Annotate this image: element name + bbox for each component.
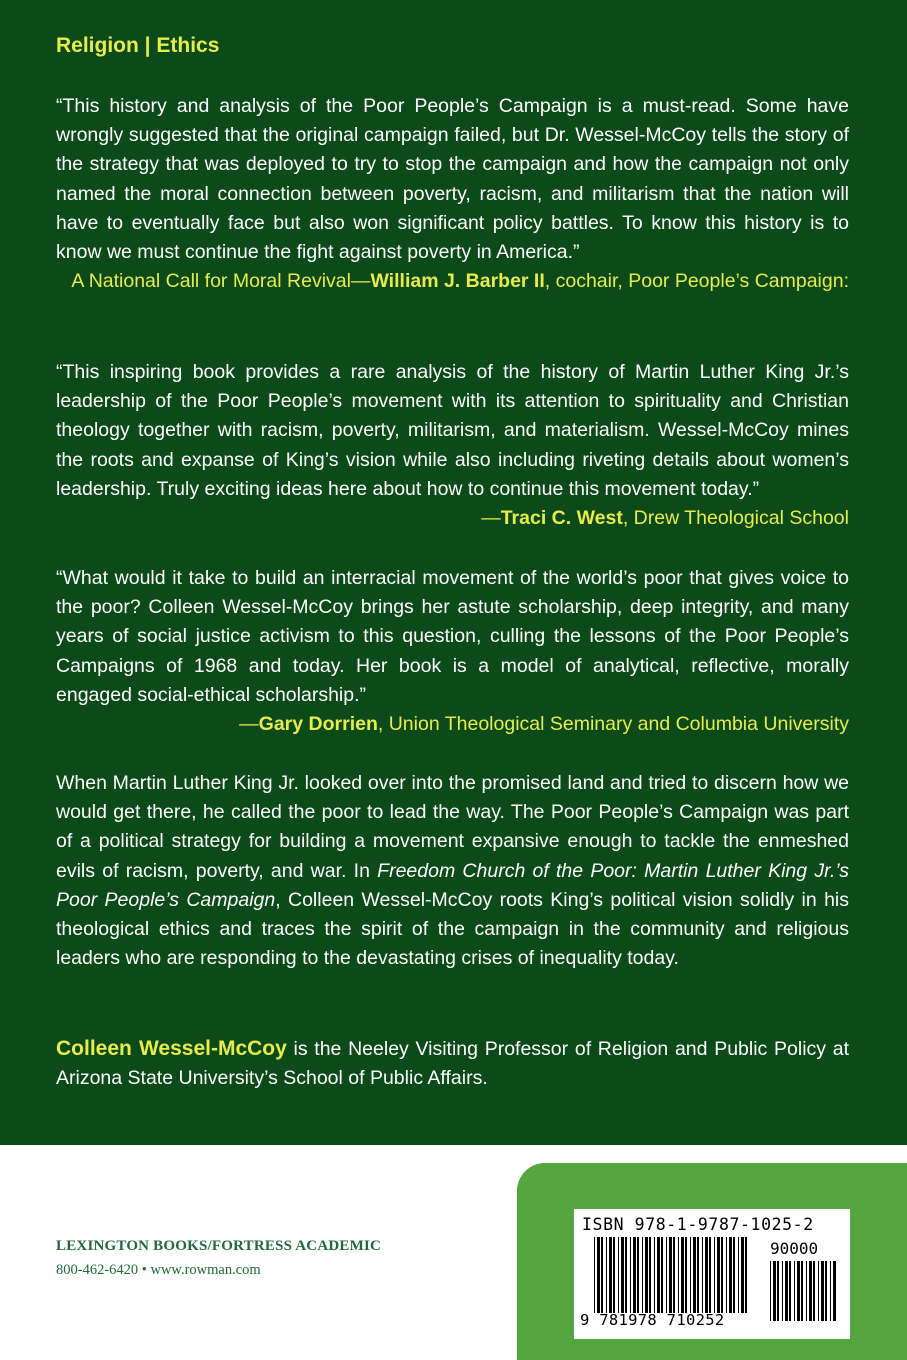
barcode-bar: [702, 1237, 703, 1313]
endorsement-quote-2: [56, 358, 849, 533]
quote-affiliation: , Drew Theological School: [622, 507, 849, 530]
quote-attribution: —William J. Barber II, cochair, Poor People’s Campaign:: [350, 270, 849, 293]
barcode-bar: [681, 1237, 684, 1313]
book-description: When Martin Luther King Jr. looked over into the promised land and tried to discern how we would get there, he called the poor to lead the way. The Poor People’s Campaign was part of a political strategy for building a movement expansive enough to tackle the enmeshed evils of racism, poverty, and war. In Freedom Church of the Poor: Martin Luther King Jr.’s Poor People’s Campaign, Colleen Wessel-McCoy roots King’s political vision solidly in his theological ethics and traces the spirit of the campaign in the community and religious leaders who are responding to the devastating crises of inequality today.: [56, 772, 850, 970]
barcode-bar: [657, 1237, 660, 1313]
barcode-bar: [830, 1261, 831, 1321]
barcode-bar: [726, 1237, 727, 1313]
endorsement-quote-3: [56, 564, 849, 739]
barcode-bar: [649, 1237, 651, 1313]
barcode-bar: [777, 1261, 779, 1321]
barcode-bar: [741, 1237, 744, 1313]
quote-attribution: —Gary Dorrien, Union Theological Seminary and Columbia University: [239, 713, 849, 736]
barcode-bar: [789, 1261, 791, 1321]
quote-text: “This history and analysis of the Poor People’s Campaign is a must-read. Some have wrongly suggested that the original campaign failed, but Dr. Wessel-McCoy tells the story of the strategy that was deployed to try to stop the campaign and how the campaign not only named the moral connection between poverty, racism, and militarism that the nation will have to eventually face but also won significant policy battles. To know this history is to know we must continue the fight against poverty in America.”: [56, 95, 849, 264]
barcode-bar: [709, 1237, 711, 1313]
barcode-bar: [721, 1237, 723, 1313]
barcode-bar: [738, 1237, 739, 1313]
barcode-bar: [685, 1237, 687, 1313]
quote-affiliation: , Union Theological Seminary and Columbia University: [377, 713, 849, 736]
endorsement-quote-1: [56, 92, 849, 296]
barcode-bar: [806, 1261, 807, 1321]
barcode-bar: [625, 1237, 627, 1313]
barcode-bar: [833, 1261, 836, 1321]
barcode-bar: [597, 1237, 600, 1313]
barcode-bar: [678, 1237, 679, 1313]
barcode-bar: [630, 1237, 631, 1313]
category-label: Religion | Ethics: [56, 34, 220, 57]
publisher-contact: 800-462-6420 • www.rowman.com: [56, 1262, 261, 1278]
barcode-bar: [773, 1261, 776, 1321]
barcode-bar: [770, 1261, 771, 1321]
barcode-bar: [729, 1237, 732, 1313]
barcode-bar: [782, 1261, 783, 1321]
quote-text: “What would it take to build an interracial movement of the world’s poor that gives voice to the poor? Colleen Wessel-McCoy brings her astute scholarship, deep integrity, and many years of social justice activism to this question, culling the lessons of the Poor People’s Campaigns of 1968 and today. Her book is a model of analytical, reflective, morally engaged social-ethical scholarship.”: [56, 567, 849, 706]
barcode-bar: [717, 1237, 720, 1313]
price-code: 90000: [770, 1239, 819, 1258]
barcode-bar: [813, 1261, 815, 1321]
barcode-bar: [705, 1237, 708, 1313]
barcode-bar: [669, 1237, 672, 1313]
barcode-bar: [818, 1261, 819, 1321]
barcode-bar: [714, 1237, 715, 1313]
barcode-bar: [601, 1237, 603, 1313]
barcode-bar: [697, 1237, 699, 1313]
quote-affiliation: , cochair, Poor People’s Campaign:: [544, 270, 849, 293]
barcode-bar: [745, 1237, 747, 1313]
addon-barcode-icon: [770, 1261, 836, 1321]
barcode-bar: [797, 1261, 800, 1321]
barcode-bar: [825, 1261, 827, 1321]
quote-author: William J. Barber II: [370, 270, 545, 293]
barcode-bar: [801, 1261, 803, 1321]
barcode-bar: [633, 1237, 636, 1313]
barcode-bar: [693, 1237, 696, 1313]
barcode-bar: [673, 1237, 675, 1313]
barcode-bar: [594, 1237, 595, 1313]
barcode-bar: [794, 1261, 795, 1321]
barcode-bar: [645, 1237, 648, 1313]
barcode-bar: [785, 1261, 788, 1321]
barcode-bar: [613, 1237, 615, 1313]
quote-attribution: —Traci C. West, Drew Theological School: [481, 507, 849, 530]
quote-author: Gary Dorrien: [258, 713, 378, 736]
quote-affiliation-line-2: A National Call for Moral Revival: [71, 270, 351, 293]
barcode-bar: [809, 1261, 812, 1321]
barcode-bar: [637, 1237, 639, 1313]
author-name: Colleen Wessel-McCoy: [56, 1037, 287, 1060]
author-bio: Colleen Wessel-McCoy is the Neeley Visiting Professor of Religion and Public Policy at Arizona State University’s School of Public Affairs.: [56, 1037, 849, 1090]
barcode-bar: [733, 1237, 735, 1313]
barcode-bar: [621, 1237, 624, 1313]
barcode-bar: [821, 1261, 824, 1321]
publisher-name: LEXINGTON BOOKS/FORTRESS ACADEMIC: [56, 1238, 382, 1254]
book-title: Freedom Church of the Poor: Martin Luther King Jr.’s Poor People’s Campaign: [56, 859, 850, 911]
quote-author: Traci C. West: [500, 507, 623, 530]
barcode-bar: [618, 1237, 619, 1313]
barcode-bar: [609, 1237, 612, 1313]
quote-text: “This inspiring book provides a rare analysis of the history of Martin Luther King Jr.’s leadership of the Poor People’s movement with its attention to spirituality and Christian theology together with racism, poverty, militarism, and materialism. Wessel-McCoy mines the roots and expanse of King’s vision while also including riveting details about women’s leadership. Truly exciting ideas here about how to continue this movement today.”: [56, 361, 849, 500]
isbn-number: ISBN 978-1-9787-1025-2: [582, 1215, 814, 1234]
barcode-bar: [606, 1237, 607, 1313]
barcode-bar: [661, 1237, 663, 1313]
barcode-bar: [642, 1237, 643, 1313]
main-barcode-icon: [594, 1237, 747, 1313]
isbn-barcode: [574, 1209, 850, 1339]
barcode-digits: 9 781978 710252: [580, 1311, 725, 1329]
barcode-bar: [654, 1237, 655, 1313]
barcode-bar: [666, 1237, 667, 1313]
barcode-bar: [690, 1237, 691, 1313]
